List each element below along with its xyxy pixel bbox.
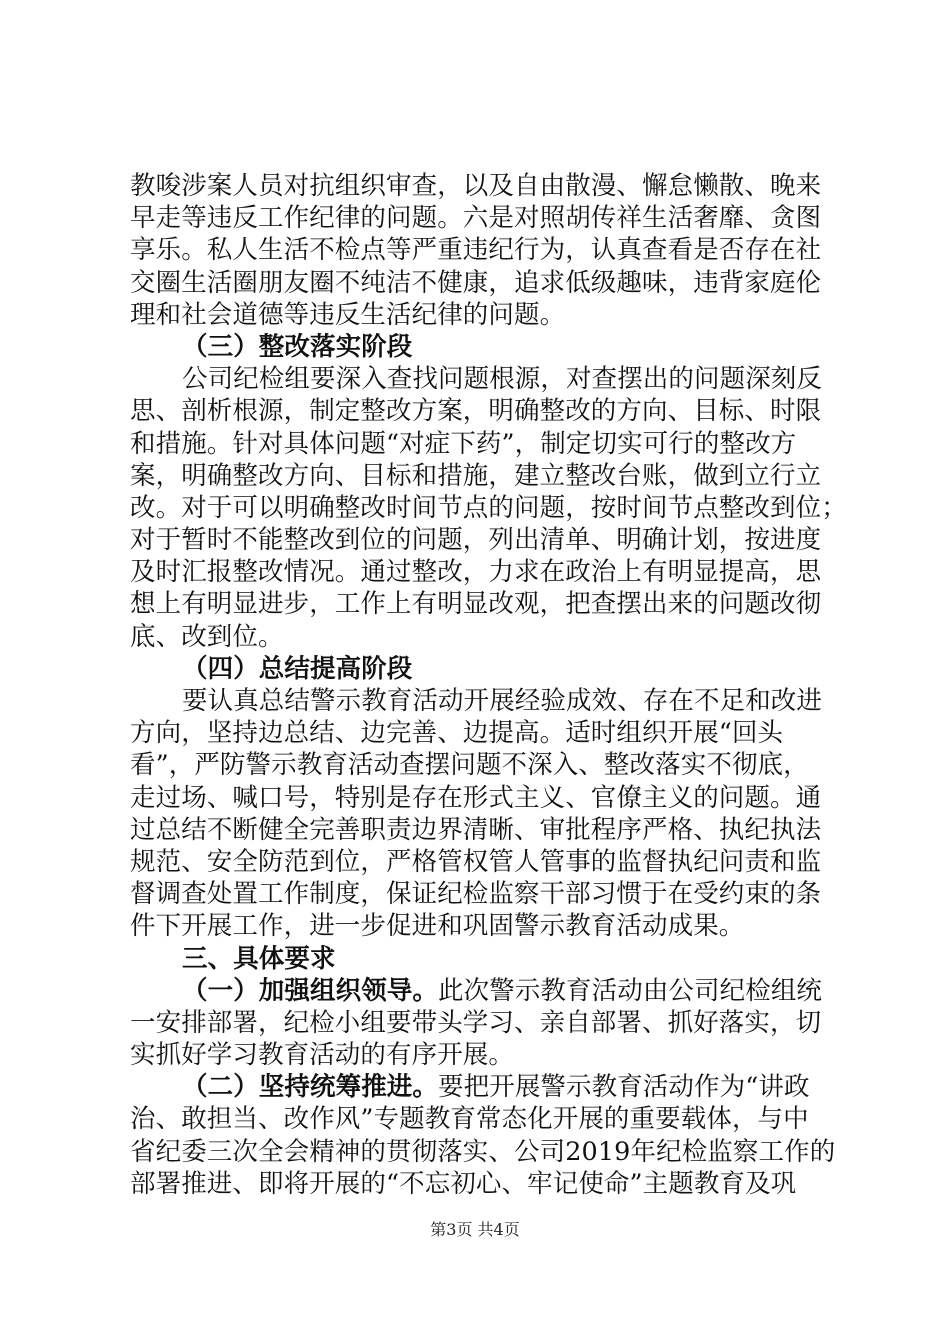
paragraph-line: 想上有明显进步，工作上有明显改观，把查摆出来的问题改彻 <box>130 589 822 620</box>
paragraph-line: 及时汇报整改情况。通过整改，力求在政治上有明显提高，思 <box>130 557 822 588</box>
paragraph-line: 底、改到位。 <box>130 621 284 652</box>
paragraph-line: 公司纪检组要深入查找问题根源，对查摆出的问题深刻反 <box>182 364 823 395</box>
paragraph-line: 早走等违反工作纪律的问题。六是对照胡传祥生活奢靡、贪图 <box>130 203 822 234</box>
paragraph-line: 过总结不断健全完善职责边界清晰、审批程序严格、执纪执法 <box>130 814 822 845</box>
requirement-2-text: 要把开展警示教育活动作为“讲政 <box>438 1072 810 1103</box>
paragraph-line: 享乐。私人生活不检点等严重违纪行为，认真查看是否存在社 <box>130 235 822 266</box>
paragraph-line: 实抓好学习教育活动的有序开展。 <box>130 1040 515 1071</box>
paragraph-line: 交圈生活圈朋友圈不纯洁不健康，追求低级趣味，违背家庭伦 <box>130 267 822 298</box>
paragraph-line: 一安排部署，纪检小组要带头学习、亲自部署、抓好落实，切 <box>130 1007 822 1038</box>
paragraph-line: 思、剖析根源，制定整改方案，明确整改的方向、目标、时限 <box>130 396 822 427</box>
paragraph-line: 案，明确整改方向、目标和措施，建立整改台账，做到立行立 <box>130 460 822 491</box>
paragraph-line: 和措施。针对具体问题“对症下药”，制定切实可行的整改方 <box>130 428 797 459</box>
paragraph-line: 要认真总结警示教育活动开展经验成效、存在不足和改进 <box>182 686 823 716</box>
requirement-1-title: （一）加强组织领导。 <box>182 975 439 1006</box>
section-heading-requirements: 三、具体要求 <box>182 943 336 974</box>
paragraph-line: 走过场、喊口号，特别是存在形式主义、官僚主义的问题。通 <box>130 782 822 813</box>
paragraph-line: 对于暂时不能整改到位的问题，列出清单、明确计划，按进度 <box>130 525 822 556</box>
paragraph-line: 改。对于可以明确整改时间节点的问题，按时间节点整改到位； <box>130 492 847 523</box>
requirement-2-line <box>130 1071 830 1103</box>
paragraph-line: 部署推进、即将开展的“不忘初心、牢记使命”主题教育及巩 <box>130 1168 797 1199</box>
requirement-2-title: （二）坚持统筹推进。 <box>182 1072 439 1103</box>
paragraph-line: 规范、安全防范到位，严格管权管人管事的监督执纪问责和监 <box>130 846 822 877</box>
paragraph-line: 件下开展工作，进一步促进和巩固警示教育活动成果。 <box>130 911 745 942</box>
document-body <box>130 170 847 1200</box>
requirement-1-text: 此次警示教育活动由公司纪检组统 <box>438 975 823 1006</box>
paragraph-line: 理和社会道德等违反生活纪律的问题。 <box>130 299 566 330</box>
paragraph-line: 教唆涉案人员对抗组织审查，以及自由散漫、懈怠懒散、晚来 <box>130 171 822 201</box>
requirement-1-line <box>130 975 830 1007</box>
section-heading-4: （四）总结提高阶段 <box>182 653 413 684</box>
paragraph-line: 看”，严防警示教育活动查摆问题不深入、整改落实不彻底， <box>130 750 809 781</box>
paragraph-line: 治、敢担当、改作风”专题教育常态化开展的重要载体，与中 <box>130 1104 809 1135</box>
section-heading-3: （三）整改落实阶段 <box>182 331 413 362</box>
paragraph-line: 督调查处置工作制度，保证纪检监察干部习惯于在受约束的条 <box>130 879 822 910</box>
paragraph-line: 方向，坚持边总结、边完善、边提高。适时组织开展“回头 <box>130 718 784 749</box>
paragraph-line: 省纪委三次全会精神的贯彻落实、公司2019年纪检监察工作的 <box>130 1136 836 1167</box>
page-footer: 第3页 共4页 <box>430 1220 520 1239</box>
